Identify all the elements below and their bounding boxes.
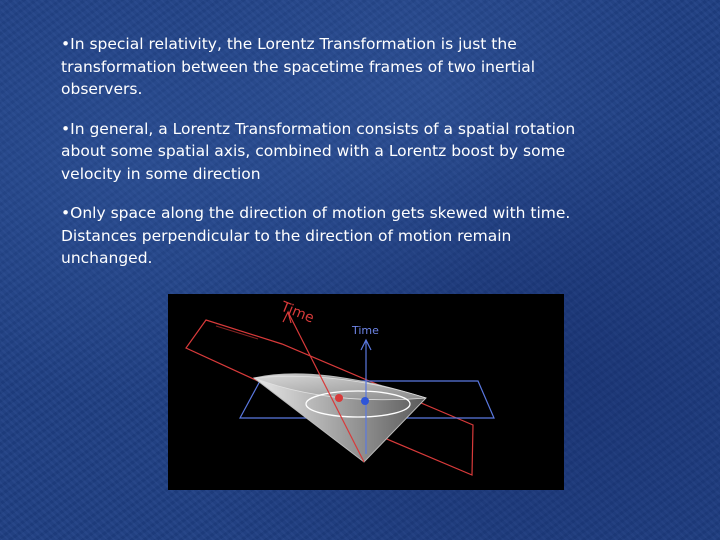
boosted-time-label: Time [278, 298, 317, 327]
boosted-frame-edge [216, 326, 258, 339]
bullet-lorentz-definition: •In special relativity, the Lorentz Transformation is just the transformation between the spacetime frames of two inertial observers. [61, 35, 536, 98]
rest-time-label: Time [352, 324, 379, 337]
boosted-event-dot [335, 394, 343, 402]
spacetime-figure [168, 294, 564, 490]
bullet-rotation-and-boost: •In general, a Lorentz Transformation consists of a spatial rotation about some spatial axis, combined with a Lorentz boost by some velocity in some direction [61, 119, 576, 183]
bullet-list [61, 33, 681, 287]
bullet-skew-along-motion: •Only space along the direction of motion gets skewed with time. Distances perpendicular to the direction of motion remain unchanged. [61, 204, 571, 267]
spacetime-diagram [168, 294, 564, 490]
rest-event-dot [361, 397, 369, 405]
